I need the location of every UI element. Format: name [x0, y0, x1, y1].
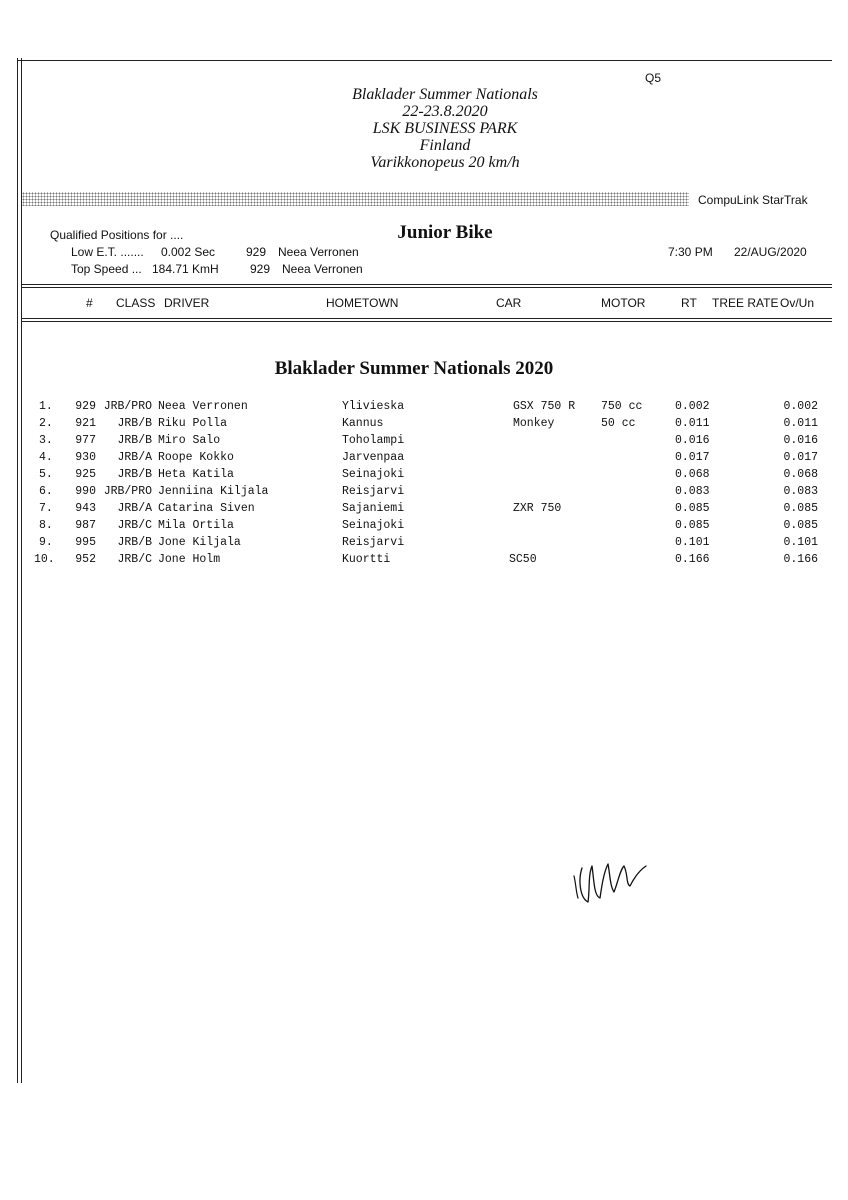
cell-hometown: Seinajoki — [342, 468, 405, 481]
col-motor: MOTOR — [601, 296, 646, 310]
cell-num: 987 — [75, 519, 96, 532]
cell-car: ZXR 750 — [513, 502, 562, 515]
top-speed-driver: Neea Verronen — [282, 262, 363, 276]
top-speed-value: 184.71 KmH — [152, 262, 219, 276]
cell-rt: 0.002 — [675, 400, 710, 413]
low-et-label: Low E.T. ....... — [71, 245, 144, 259]
cell-hometown: Sajaniemi — [342, 502, 405, 515]
left-margin-rule — [17, 58, 18, 1083]
cell-tree-rate: 0.166 — [783, 553, 818, 566]
cell-driver: Jenniina Kiljala — [158, 485, 269, 498]
cell-hometown: Kuortti — [342, 553, 391, 566]
cell-num: 930 — [75, 451, 96, 464]
section-title: Blaklader Summer Nationals 2020 — [274, 358, 554, 379]
cell-driver: Miro Salo — [158, 434, 221, 447]
low-et-number: 929 — [246, 245, 267, 259]
cell-rt: 0.016 — [675, 434, 710, 447]
pit-speed: Varikkonopeus 20 km/h — [370, 154, 520, 171]
col-rt: RT — [681, 296, 697, 310]
cell-class: JRB/B — [117, 536, 152, 549]
cell-tree-rate: 0.068 — [783, 468, 818, 481]
cell-class: JRB/PRO — [103, 400, 152, 413]
table-row — [0, 434, 848, 451]
table-row — [0, 536, 848, 553]
cell-tree-rate: 0.085 — [783, 502, 818, 515]
header-rule-bottom2 — [22, 321, 832, 322]
cell-num: 925 — [75, 468, 96, 481]
table-row — [0, 553, 848, 570]
cell-driver: Jone Holm — [158, 553, 221, 566]
cell-num: 943 — [75, 502, 96, 515]
table-row — [0, 485, 848, 502]
cell-tree-rate: 0.011 — [783, 417, 818, 430]
table-row — [0, 468, 848, 485]
top-speed-label: Top Speed ... — [71, 262, 142, 276]
col-car: CAR — [496, 296, 522, 310]
table-row — [0, 519, 848, 536]
cell-pos: 1. — [39, 400, 53, 413]
cell-car: GSX 750 R — [513, 400, 576, 413]
cell-driver: Riku Polla — [158, 417, 228, 430]
cell-hometown: Reisjarvi — [342, 485, 405, 498]
table-row — [0, 502, 848, 519]
cell-hometown: Kannus — [342, 417, 384, 430]
cell-hometown: Toholampi — [342, 434, 405, 447]
header-rule-top — [22, 284, 832, 285]
cell-num: 977 — [75, 434, 96, 447]
cell-rt: 0.101 — [675, 536, 710, 549]
cell-class: JRB/B — [117, 434, 152, 447]
cell-class: JRB/C — [117, 553, 152, 566]
cell-num: 952 — [75, 553, 96, 566]
cell-tree-rate: 0.085 — [783, 519, 818, 532]
cell-rt: 0.083 — [675, 485, 710, 498]
cell-pos: 9. — [39, 536, 53, 549]
left-margin-rule-inner — [21, 58, 22, 1083]
header-rule-bottom — [22, 318, 832, 319]
cell-tree-rate: 0.016 — [783, 434, 818, 447]
report-time: 7:30 PM — [668, 245, 713, 259]
cell-pos: 6. — [39, 485, 53, 498]
cell-pos: 10. — [34, 553, 55, 566]
cell-pos: 5. — [39, 468, 53, 481]
low-et-value: 0.002 Sec — [161, 245, 216, 259]
event-venue: LSK BUSINESS PARK — [372, 120, 518, 137]
class-title: Junior Bike — [397, 222, 493, 243]
event-dates: 22-23.8.2020 — [402, 103, 488, 120]
cell-car: SC50 — [509, 553, 537, 566]
table-row — [0, 417, 848, 434]
cell-class: JRB/B — [117, 468, 152, 481]
top-rule — [17, 60, 832, 61]
col-driver: DRIVER — [164, 296, 210, 310]
cell-num: 929 — [75, 400, 96, 413]
report-date: 22/AUG/2020 — [734, 245, 807, 259]
cell-pos: 4. — [39, 451, 53, 464]
cell-class: JRB/PRO — [103, 485, 152, 498]
cell-num: 995 — [75, 536, 96, 549]
cell-driver: Mila Ortila — [158, 519, 234, 532]
cell-pos: 8. — [39, 519, 53, 532]
cell-driver: Heta Katila — [158, 468, 234, 481]
page-code: Q5 — [645, 71, 662, 85]
cell-motor: 750 cc — [601, 400, 643, 413]
col-ov-un: Ov/Un — [780, 296, 815, 310]
cell-num: 921 — [75, 417, 96, 430]
cell-hometown: Seinajoki — [342, 519, 405, 532]
cell-rt: 0.068 — [675, 468, 710, 481]
cell-num: 990 — [75, 485, 96, 498]
cell-rt: 0.085 — [675, 502, 710, 515]
cell-pos: 3. — [39, 434, 53, 447]
cell-rt: 0.017 — [675, 451, 710, 464]
col-tree-rate: TREE RATE — [712, 296, 779, 310]
table-row — [0, 451, 848, 468]
cell-pos: 2. — [39, 417, 53, 430]
cell-pos: 7. — [39, 502, 53, 515]
cell-hometown: Ylivieska — [342, 400, 405, 413]
qualified-label: Qualified Positions for .... — [50, 228, 184, 242]
signature-icon — [570, 840, 660, 910]
event-country: Finland — [419, 137, 471, 154]
top-speed-number: 929 — [250, 262, 271, 276]
table-row — [0, 400, 848, 417]
cell-driver: Neea Verronen — [158, 400, 248, 413]
cell-hometown: Jarvenpaa — [342, 451, 405, 464]
dotted-separator — [22, 192, 689, 206]
cell-tree-rate: 0.002 — [783, 400, 818, 413]
event-title: Blaklader Summer Nationals — [352, 86, 538, 103]
cell-tree-rate: 0.017 — [783, 451, 818, 464]
cell-driver: Jone Kiljala — [158, 536, 241, 549]
cell-car: Monkey — [513, 417, 555, 430]
col-hometown: HOMETOWN — [326, 296, 399, 310]
cell-rt: 0.011 — [675, 417, 710, 430]
cell-driver: Roope Kokko — [158, 451, 234, 464]
cell-class: JRB/B — [117, 417, 152, 430]
timing-system: CompuLink StarTrak — [698, 193, 808, 207]
cell-class: JRB/C — [117, 519, 152, 532]
col-num: # — [86, 296, 93, 310]
cell-rt: 0.085 — [675, 519, 710, 532]
cell-class: JRB/A — [117, 451, 152, 464]
cell-tree-rate: 0.101 — [783, 536, 818, 549]
header-rule-top2 — [22, 287, 832, 288]
cell-motor: 50 cc — [601, 417, 636, 430]
cell-driver: Catarina Siven — [158, 502, 255, 515]
cell-tree-rate: 0.083 — [783, 485, 818, 498]
cell-rt: 0.166 — [675, 553, 710, 566]
col-class: CLASS — [116, 296, 156, 310]
low-et-driver: Neea Verronen — [278, 245, 359, 259]
cell-hometown: Reisjarvi — [342, 536, 405, 549]
cell-class: JRB/A — [117, 502, 152, 515]
